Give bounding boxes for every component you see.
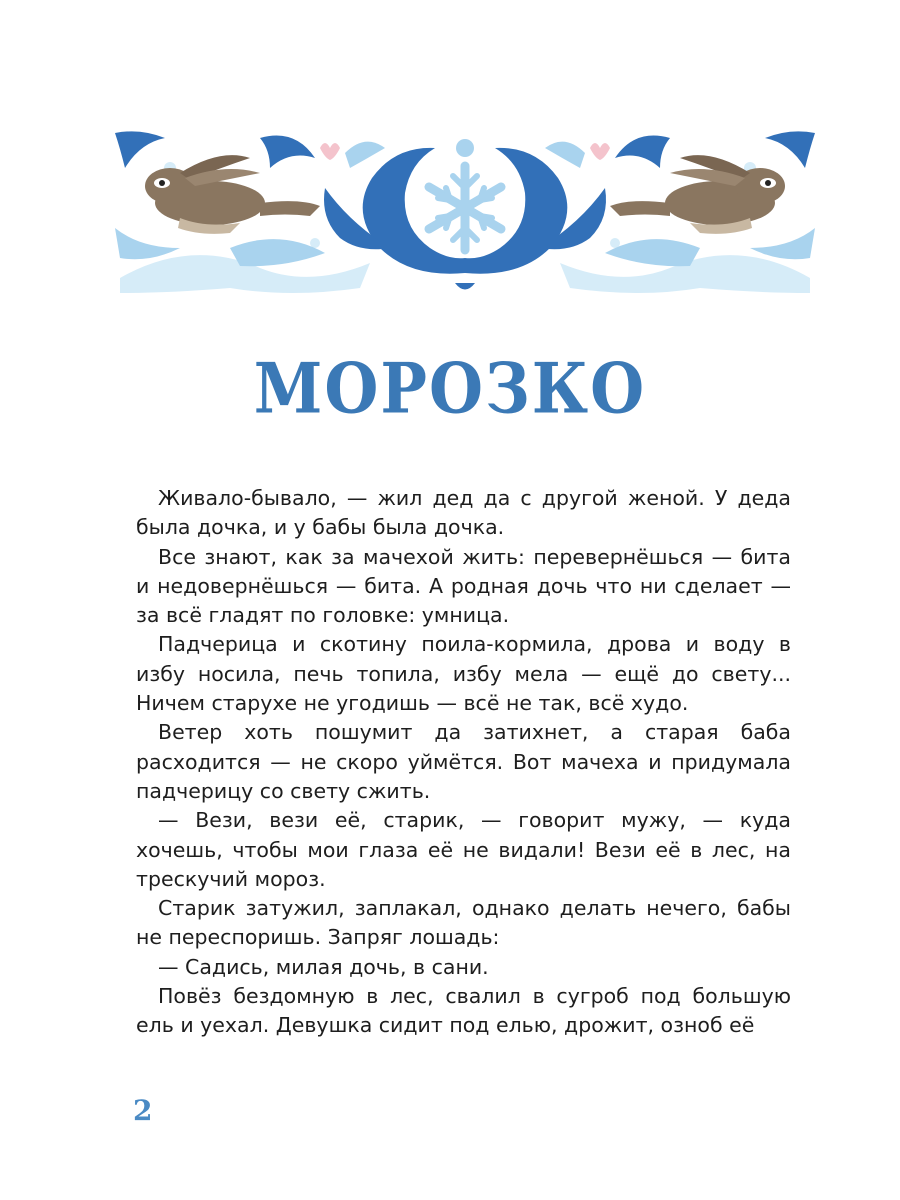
paragraph: Повёз бездомную в лес, свалил в сугроб под большую ель и уехал. Девушка сидит под елью, дрожит, озноб её	[136, 984, 791, 1038]
hare-right-icon	[610, 155, 785, 234]
page-number: 2	[133, 1094, 153, 1127]
snowflake-icon	[429, 166, 501, 250]
paragraph: — Садись, милая дочь, в сани.	[158, 954, 489, 979]
paragraph: Ветер хоть пошумит да затихнет, а старая баба расходится — не скоро уймётся. Вот мачеха и придумала падчерицу со свету сжить.	[136, 720, 791, 803]
paragraph: Все знают, как за мачехой жить: перевернёшься — бита и недовернёшься — бита. А родная дочь что ни сделает — за всё гладят по головке: умница.	[136, 544, 791, 628]
story-text	[136, 484, 791, 1041]
ornament-banner	[110, 128, 820, 298]
paragraph: Падчерица и скотину поила-кормила, дрова и воду в избу носила, печь топила, избу мела — ещё до свету... Ничем старухе не угодишь — всё не так, всё худо.	[136, 632, 791, 716]
paragraph: Старик затужил, заплакал, однако делать нечего, бабы не переспоришь. Запряг лошадь:	[136, 896, 791, 950]
paragraph: Живало-бывало, — жил дед да с другой женой. У деда была дочка, и у бабы была дочка.	[136, 486, 791, 540]
page-title: МОРОЗКО	[253, 347, 647, 430]
paragraph: — Вези, вези её, старик, — говорит мужу, — куда хочешь, чтобы мои глаза её не видали! Вези её в лес, на трескучий мороз.	[136, 808, 791, 891]
snow-dot	[456, 139, 474, 157]
